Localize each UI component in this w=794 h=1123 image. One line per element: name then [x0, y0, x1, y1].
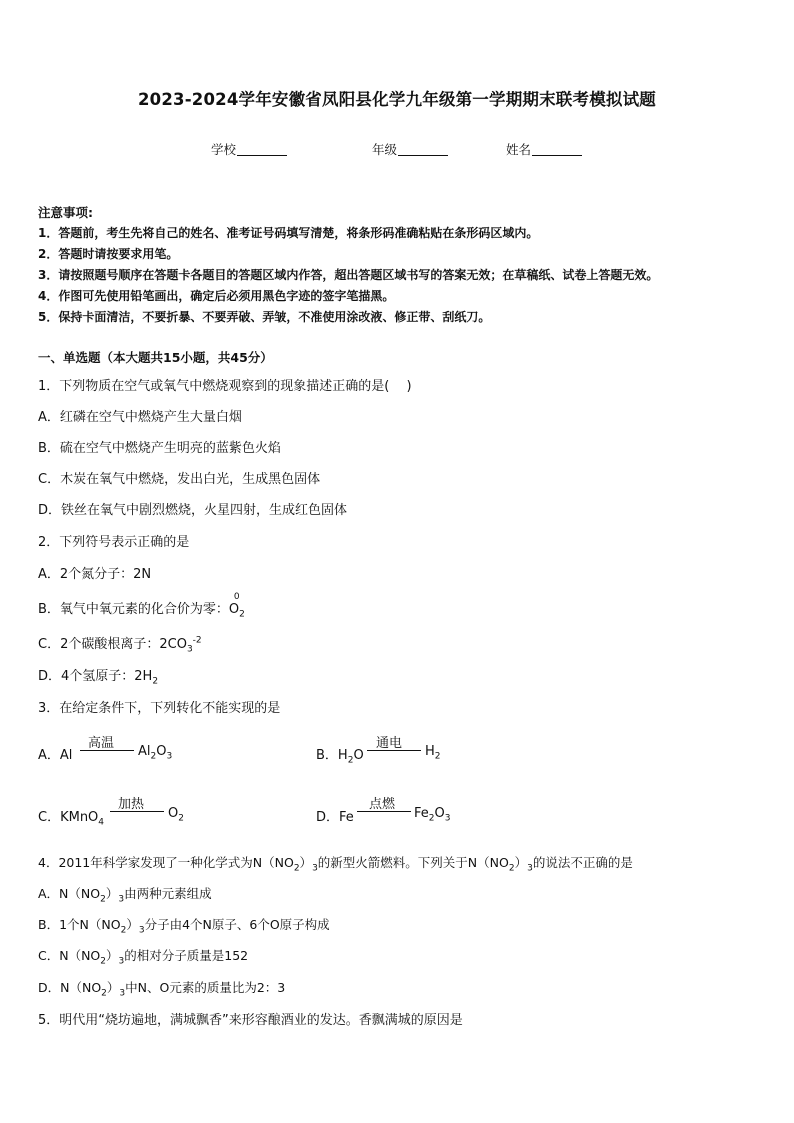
q2-option-b[interactable] — [38, 592, 245, 620]
q4-stem-part: ） — [299, 855, 313, 870]
formula-sub: 2 — [152, 676, 159, 687]
formula-sub: 2 — [150, 751, 157, 762]
option-text: ） — [105, 886, 119, 901]
q4-stem-part: ） — [514, 855, 528, 870]
formula-sup: -2 — [192, 635, 202, 646]
reaction-arrow — [367, 750, 421, 751]
school-field[interactable] — [211, 140, 287, 158]
q3-option-c[interactable] — [38, 806, 104, 828]
q1-option-d[interactable]: D．铁丝在氧气中剧烈燃烧，火星四射，生成红色固体 — [38, 503, 348, 518]
valence-zero: 0 — [233, 592, 240, 602]
q3-option-d[interactable] — [316, 806, 354, 825]
option-text: ） — [106, 980, 120, 995]
q3-option-b[interactable] — [316, 744, 364, 766]
formula-o: O — [228, 602, 240, 617]
q3-option-a[interactable] — [38, 744, 72, 763]
note-item: 4．作图可先使用铅笔画出，确定后必须用黑色字迹的签字笔描黑。 — [38, 289, 395, 303]
formula-sub: 2 — [101, 988, 107, 999]
q3-option-c-product — [168, 806, 184, 824]
formula-sub: 3 — [527, 863, 533, 874]
formula-sub: 2 — [347, 755, 354, 766]
q3-option-a-product — [138, 744, 172, 762]
q2-option-b-text: B．氧气中氧元素的化合价为零： — [38, 602, 229, 617]
q4-option-d[interactable] — [38, 978, 285, 999]
product: H — [425, 744, 435, 759]
option-text: 由两种元素组成 — [124, 886, 212, 901]
option-text: A．N（NO — [38, 886, 101, 901]
q1-option-b[interactable]: B．硫在空气中燃烧产生明亮的蓝紫色火焰 — [38, 441, 281, 456]
formula-sub: 3 — [118, 956, 125, 967]
q4-stem-part: 的新型火箭燃料。下列关于N（NO — [317, 855, 509, 870]
q4-option-a[interactable] — [38, 884, 212, 905]
formula-sub: 4 — [98, 817, 105, 828]
reaction-condition: 通电 — [376, 736, 403, 751]
q4-stem-part: 的说法不正确的是 — [532, 855, 633, 870]
name-label: 姓名 — [506, 142, 532, 157]
reaction-arrow — [357, 811, 411, 812]
school-blank[interactable] — [237, 143, 287, 156]
formula-sub: 2 — [239, 609, 245, 620]
grade-blank[interactable] — [398, 143, 448, 156]
name-blank[interactable] — [532, 143, 582, 156]
page-title: 2023-2024学年安徽省凤阳县化学九年级第一学期期末联考模拟试题 — [138, 90, 656, 109]
formula-sub: 3 — [186, 644, 193, 655]
reactant: C．KMnO — [38, 810, 99, 825]
reactant: A．Al — [38, 748, 73, 763]
option-text: ） — [126, 917, 139, 932]
formula-sub: 2 — [428, 813, 435, 824]
school-label: 学校 — [211, 142, 237, 157]
reaction-condition: 加热 — [118, 797, 145, 812]
option-text: 的相对分子质量是152 — [124, 948, 249, 963]
q2-option-d-text: D．4个氢原子：2H — [38, 669, 153, 684]
product: Fe — [414, 806, 429, 821]
formula-sub: 2 — [120, 925, 127, 936]
q1-stem: 1．下列物质在空气或氧气中燃烧观察到的现象描述正确的是( ) — [38, 379, 412, 394]
formula-sub: 3 — [138, 925, 145, 936]
formula-sub: 3 — [119, 988, 126, 999]
q1-option-a[interactable]: A．红磷在空气中燃烧产生大量白烟 — [38, 410, 242, 425]
product: O — [156, 744, 167, 759]
note-item: 2．答题时请按要求用笔。 — [38, 247, 179, 261]
q4-option-c[interactable] — [38, 946, 248, 967]
formula-sub: 3 — [444, 813, 451, 824]
formula-sub: 2 — [100, 894, 106, 905]
reactant: D．Fe — [316, 810, 354, 825]
note-item: 5．保持卡面清洁，不要折暴、不要弄破、弄皱，不准使用涂改液、修正带、刮纸刀。 — [38, 310, 491, 324]
formula-sub: 2 — [434, 751, 441, 762]
q4-stem-part: 4．2011年科学家发现了一种化学式为N（NO — [38, 855, 294, 870]
option-text: 分子由4个N原子、6个O原子构成 — [144, 917, 330, 932]
q2-option-c[interactable] — [38, 633, 202, 655]
option-text: 中N、O元素的质量比为2：3 — [125, 980, 286, 995]
section-heading: 一、单选题（本大题共15小题，共45分） — [38, 350, 273, 365]
grade-label: 年级 — [372, 142, 398, 157]
note-item: 1．答题前，考生先将自己的姓名、准考证号码填写清楚，将条形码准确粘贴在条形码区域内。 — [38, 226, 539, 240]
q3-option-b-product — [425, 744, 441, 762]
formula-sub: 2 — [100, 956, 107, 967]
formula-sub: 3 — [312, 863, 318, 874]
q4-stem — [38, 853, 633, 874]
q2-option-c-text: C．2个碳酸根离子：2CO — [38, 637, 187, 652]
reaction-condition: 点燃 — [369, 797, 396, 812]
reaction-condition: 高温 — [88, 736, 115, 751]
formula-sub: 3 — [166, 751, 173, 762]
option-text: D．N（NO — [38, 980, 102, 995]
option-text: C．N（NO — [38, 948, 101, 963]
product: O — [168, 806, 179, 821]
q2-stem: 2．下列符号表示正确的是 — [38, 535, 190, 550]
notes-heading: 注意事项: — [38, 205, 93, 220]
formula-sub: 2 — [178, 813, 184, 824]
option-text: B．1个N（NO — [38, 917, 121, 932]
formula-sub: 2 — [508, 863, 515, 874]
reactant: B．H — [316, 748, 348, 763]
grade-field[interactable] — [372, 140, 448, 158]
q5-stem: 5．明代用“烧坊遍地，满城飘香”来形容酿酒业的发达。香飘满城的原因是 — [38, 1013, 463, 1028]
option-text: ） — [106, 948, 119, 963]
q4-option-b[interactable] — [38, 915, 330, 936]
q3-stem: 3．在给定条件下，下列转化不能实现的是 — [38, 701, 281, 716]
formula-sub: 3 — [118, 894, 125, 905]
q2-option-b-formula — [228, 592, 245, 620]
reaction-arrow — [80, 750, 134, 751]
formula-sub: 2 — [293, 863, 300, 874]
q2-option-a[interactable]: A．2个氮分子：2N — [38, 567, 152, 582]
reaction-arrow — [110, 811, 164, 812]
product: O — [434, 806, 445, 821]
reactant: O — [353, 748, 364, 763]
product: Al — [138, 744, 151, 759]
q2-option-d[interactable] — [38, 665, 158, 687]
note-item: 3．请按照题号顺序在答题卡各题目的答题区域内作答，超出答题区域书写的答案无效；在草稿纸、试卷上答题无效。 — [38, 268, 659, 282]
q1-option-c[interactable]: C．木炭在氧气中燃烧，发出白光，生成黑色固体 — [38, 472, 321, 487]
q3-option-d-product — [414, 806, 450, 824]
name-field[interactable] — [506, 140, 582, 158]
